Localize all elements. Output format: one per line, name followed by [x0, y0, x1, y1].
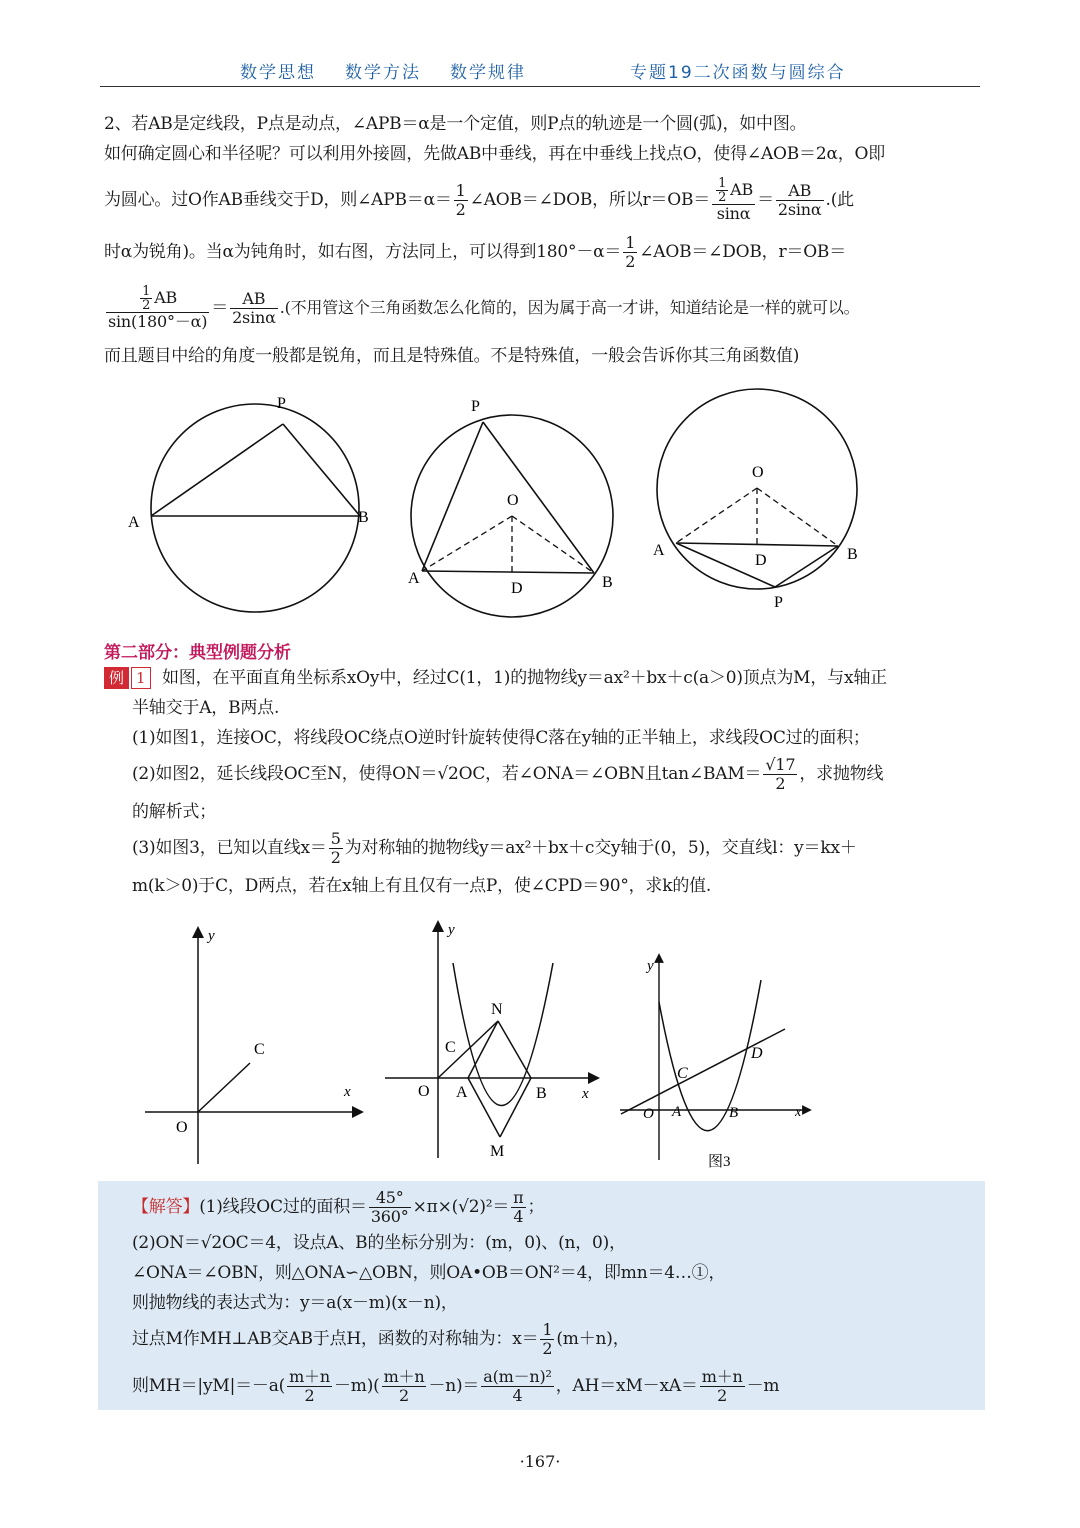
g1-label-c: C: [254, 1041, 265, 1058]
g2-label-a: A: [456, 1084, 468, 1101]
segment-nb: [498, 1021, 531, 1078]
intro-line-5b: .(不用管这个三角函数怎么化简的，因为属于高一才讲，知道结论是一样的就可以。: [279, 298, 860, 317]
question-2b: ，求抛物线: [799, 764, 884, 784]
circle-figure-2: [400, 392, 630, 624]
answer-tag: 【解答】: [132, 1197, 200, 1217]
half-fraction: $\frac{1}{2}$: [455, 180, 466, 219]
circle-figure-1: [120, 388, 380, 620]
question-2: [132, 754, 883, 794]
axis-half-fraction: $\frac{1}{2}$: [542, 1319, 553, 1358]
intro-line-3: [104, 172, 854, 228]
answer-6c: －n)＝: [428, 1376, 480, 1396]
example-badge-number: 1: [131, 667, 151, 689]
question-3: [132, 828, 857, 868]
graph-figure-2: [380, 918, 600, 1163]
fig2-label-p: P: [471, 398, 480, 415]
answer-5a: 过点M作MH⊥AB交AB于点H，函数的对称轴为：x＝: [132, 1329, 539, 1349]
intro-line-3a: 为圆心。过O作AB垂线交于D，则∠APB＝α＝: [104, 190, 452, 210]
radius-oa-2: [422, 516, 512, 571]
mh-fraction: $\frac{\text{a(m－n)²}}{4}$: [483, 1366, 552, 1405]
g2-label-n: N: [491, 1001, 503, 1018]
example-badge: [104, 667, 151, 689]
mn-fraction-2: $\frac{m+n}{2}$: [383, 1366, 425, 1405]
g3-caption: 图3: [708, 1154, 731, 1170]
segment-oc: [198, 1063, 250, 1112]
axis-fraction: $\frac{5}{2}$: [330, 828, 341, 867]
mn-fraction-1: $\frac{m+n}{2}$: [289, 1366, 330, 1405]
g1-label-o: O: [176, 1119, 188, 1136]
g2-label-y: y: [448, 922, 455, 938]
fig2-label-o: O: [507, 492, 519, 509]
fig2-label-b: B: [602, 574, 613, 591]
fig3-label-a: A: [653, 542, 665, 559]
segment-na: [468, 1021, 498, 1078]
fig3-label-d: D: [755, 552, 767, 569]
page-number: ·167·: [519, 1452, 561, 1471]
example-line-2: 半轴交于A，B两点.: [132, 698, 280, 718]
answer-line-1: [132, 1186, 544, 1228]
chord-ap-1: [151, 424, 283, 516]
header-topic-2: 数学方法: [345, 63, 421, 83]
question-2-cont: 的解析式；: [132, 802, 216, 822]
intro-line-3b: ∠AOB＝∠DOB，所以r＝OB＝: [469, 190, 711, 210]
fig1-label-a: A: [128, 514, 140, 531]
answer-6e: －m: [746, 1376, 780, 1396]
g3-label-b: B: [729, 1105, 739, 1121]
question-3a: (3)如图3，已知以直线x＝: [132, 838, 327, 858]
intro-line-6: 而且题目中给的角度一般都是锐角，而且是特殊值。不是特殊值，一般会告诉你其三角函数值): [104, 346, 800, 366]
g3-label-o: O: [643, 1106, 654, 1122]
r-fraction-2: $\frac{AB}{2\sin\alpha}$: [777, 180, 822, 219]
intro-line-1: 2、若AB是定线段，P点是动点，∠APB＝α是一个定值，则P点的轨迹是一个圆(弧)，如中图。: [104, 114, 807, 134]
chord-pb-1: [283, 424, 360, 516]
intro-line-3d: .(此: [825, 190, 854, 210]
chord-pb-3: [775, 546, 838, 587]
radius-ob-3: [757, 488, 838, 546]
pi-fraction: $\frac{\pi}{4}$: [513, 1187, 524, 1226]
header-topic-3: 数学规律: [450, 63, 526, 83]
circle-1: [151, 404, 359, 612]
answer-line-5: [132, 1318, 630, 1360]
fig1-label-p: P: [277, 395, 286, 412]
g2-label-b: B: [536, 1085, 547, 1102]
g3-label-c: C: [677, 1065, 688, 1082]
example-badge-label: 例: [104, 667, 129, 689]
header-topic-1: 数学思想: [240, 63, 316, 83]
question-1: (1)如图1，连接OC，将线段OC绕点O逆时针旋转使得C落在y轴的正半轴上，求线段OC过的面积；: [132, 728, 870, 748]
answer-line-3: ∠ONA＝∠OBN，则△ONA∽△OBN，则OA•OB＝ON²＝4，即mn＝4…①，: [132, 1263, 726, 1283]
fig1-label-b: B: [358, 509, 369, 526]
fig3-label-b: B: [847, 546, 858, 563]
answer-1a: (1)线段OC过的面积＝: [199, 1197, 367, 1217]
line-l: [621, 1029, 785, 1114]
answer-5b: (m＋n)，: [556, 1329, 630, 1349]
g2-label-c: C: [445, 1039, 456, 1056]
answer-line-2: (2)ON＝√2OC＝4，设点A、B的坐标分别为：(m，0)、(n，0)，: [132, 1233, 626, 1253]
g3-label-d: D: [751, 1045, 763, 1062]
g3-label-a: A: [672, 1104, 682, 1120]
radius-oa-3: [676, 488, 757, 543]
fig2-label-d: D: [511, 580, 523, 597]
area-fraction: $\frac{45^\circ}{360^\circ}$: [370, 1187, 409, 1226]
graph-figure-3: [615, 950, 815, 1175]
r-fraction-1: $\frac{1}{2}$ AB sinα: [712, 177, 755, 223]
intro-line-5: [104, 280, 859, 336]
intro-line-5a: ＝: [211, 298, 229, 318]
half-fraction-2: $\frac{1}{2}$: [625, 232, 636, 271]
chord-ab-2: [422, 571, 594, 573]
question-3b: 为对称轴的抛物线y＝ax²＋bx＋c交y轴于(0，5)，交直线l：y＝kx＋: [344, 838, 857, 858]
radius-ob-2: [512, 516, 594, 573]
intro-line-3c: ＝: [757, 190, 774, 210]
fig3-label-p: P: [774, 594, 783, 611]
fig2-label-a: A: [408, 570, 420, 587]
answer-1c: ；: [527, 1197, 545, 1217]
answer-6b: －m)(: [333, 1376, 380, 1396]
header-rule: [100, 86, 980, 87]
graph-figure-1: [140, 922, 365, 1170]
g1-label-y: y: [208, 928, 215, 944]
intro-line-2: 如何确定圆心和半径呢？可以利用外接圆，先做AB中垂线，再在中垂线上找点O，使得∠AOB＝2α，O即: [104, 144, 886, 164]
g3-label-y: y: [647, 958, 654, 974]
chord-pa-2: [422, 422, 483, 571]
r-fraction-4: $\frac{AB}{2\sin\alpha}$: [232, 288, 276, 327]
segment-mb: [500, 1078, 531, 1137]
g1-label-x: x: [344, 1084, 351, 1100]
circle-figure-3: [645, 382, 875, 614]
g3-label-x: x: [795, 1105, 802, 1120]
intro-line-4a: 时α为锐角)。当α为钝角时，如右图，方法同上，可以得到180°－α＝: [104, 242, 622, 262]
answer-6a: 则MH＝|yM|＝－a(: [132, 1376, 286, 1396]
fig3-label-o: O: [752, 464, 764, 481]
g2-label-m: M: [490, 1143, 505, 1160]
answer-line-4: 则抛物线的表达式为：y＝a(x－m)(x－n)，: [132, 1293, 458, 1313]
r-fraction-3: $\frac{1}{2}$ AB sin(180°－α): [108, 284, 208, 331]
section-title: 第二部分：典型例题分析: [104, 643, 291, 663]
mn-fraction-3: $\frac{m+n}{2}$: [701, 1366, 743, 1405]
intro-line-4b: ∠AOB＝∠DOB，r＝OB＝: [639, 242, 847, 262]
g2-label-x: x: [582, 1086, 589, 1102]
question-3-cont: m(k＞0)于C，D两点，若在x轴上有且仅有一点P，使∠CPD＝90°，求k的值.: [132, 876, 712, 896]
question-2a: (2)如图2，延长线段OC至N，使得ON＝√2OC，若∠ONA＝∠OBN且tan∠BAM＝: [132, 764, 762, 784]
answer-line-6: [132, 1364, 779, 1408]
tan-fraction: $\frac{√17}{2}$: [765, 754, 796, 793]
answer-1b: ×π×(√2)²＝: [412, 1197, 510, 1217]
header-chapter-title: 专题19二次函数与圆综合: [630, 63, 846, 83]
intro-line-4: [104, 232, 846, 272]
chord-pb-2: [483, 422, 594, 573]
g2-label-o: O: [418, 1083, 430, 1100]
answer-6d: ，AH＝xM－xA＝: [555, 1376, 698, 1396]
example-line-1: 如图，在平面直角坐标系xOy中，经过C(1，1)的抛物线y＝ax²＋bx＋c(a＞0)顶点为M，与x轴正: [162, 668, 887, 688]
